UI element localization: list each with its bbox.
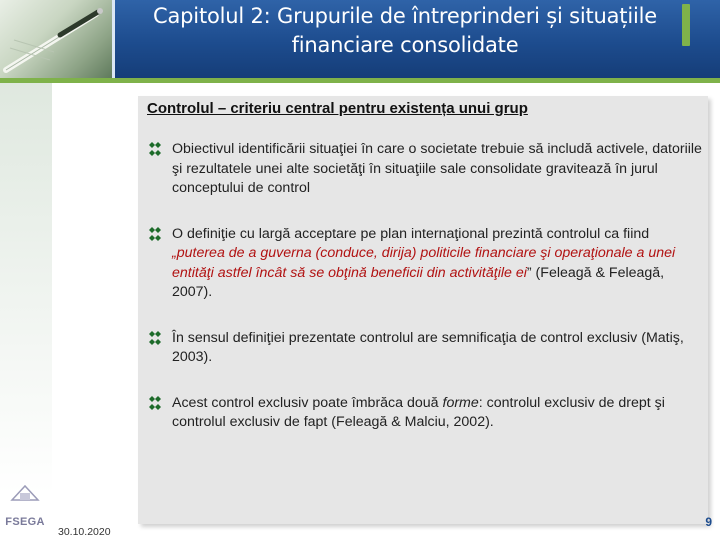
- diamond-bullet-icon: [147, 395, 163, 411]
- slide-title-line-1: Capitolul 2: Grupurile de întreprinderi și situațiile: [153, 4, 657, 28]
- bullet-item: [147, 394, 702, 433]
- slide-header: [0, 0, 720, 78]
- logo-emblem-icon: [10, 484, 40, 502]
- bullet-citation: ” (Feleagă & Feleagă, 2007).: [172, 264, 665, 300]
- green-separator: [0, 78, 720, 83]
- diamond-bullet-icon: [147, 226, 163, 242]
- bullet-item: [147, 329, 702, 368]
- slide-date: 30.10.2020: [58, 526, 111, 538]
- left-decor-strip: [0, 83, 52, 540]
- diamond-bullet-icon: [147, 330, 163, 346]
- bullet-text: Acest control exclusiv poate îmbrăca două: [172, 394, 443, 411]
- bullet-text: În sensul definiţiei prezentate controlul are semnificaţia de control exclusiv (Matiş, 2003).: [172, 329, 684, 365]
- bullet-text: Obiectivul identificării situaţiei în care o societate trebuie să includă activele, datoriile şi rezultatele unei alte societăţi în situaţiile sale consolidate gravitează în jurul conceptului de control: [172, 141, 702, 196]
- header-accent-bar: [682, 4, 690, 46]
- bullet-item: [147, 225, 702, 303]
- emphasized-word: forme: [442, 394, 479, 411]
- bullet-item: [147, 140, 702, 199]
- fsega-logo: [2, 478, 48, 536]
- section-subtitle: Controlul – criteriu central pentru existența unui grup: [147, 100, 528, 117]
- bullet-text: O definiţie cu largă acceptare pe plan internaţional prezintă controlul ca fiind: [172, 225, 650, 242]
- definition-quote: „puterea de a guverna (conduce, dirija) politicile financiare şi operaţionale a unei entităţi astfel încât să se obţină beneficii din activităţile ei: [172, 245, 676, 281]
- logo-text: FSEGA: [5, 516, 45, 528]
- slide-title-line-2: financiare consolidate: [291, 33, 519, 57]
- bullet-list: [147, 140, 702, 459]
- bullet-citation: : controlul exclusiv de drept şi controlul exclusiv de fapt (Feleagă & Malciu, 2002).: [172, 394, 665, 430]
- diamond-bullet-icon: [147, 141, 163, 157]
- page-number: 9: [705, 515, 712, 529]
- pen-document-photo: [0, 0, 112, 78]
- slide-title: [115, 2, 695, 60]
